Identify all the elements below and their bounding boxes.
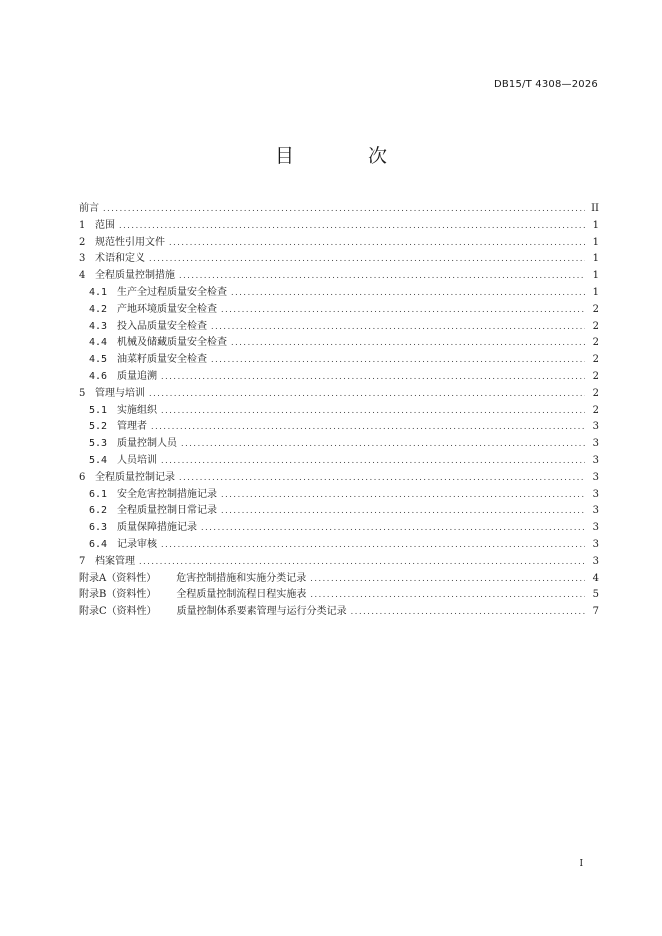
dot-leader	[103, 201, 585, 218]
toc-entry-label: 规范性引用文件	[95, 236, 165, 248]
toc-entry-page: 1	[592, 286, 599, 298]
toc-entry[interactable]	[79, 503, 599, 520]
toc-entry-label: 前言	[79, 203, 99, 214]
toc-entry[interactable]	[79, 268, 599, 285]
toc-entry-number: 附录C（资料性）	[79, 606, 157, 618]
toc-entry[interactable]	[79, 201, 599, 218]
toc-entry-label: 产地环境质量安全检查	[117, 303, 217, 315]
toc-entry-label: 安全危害控制措施记录	[117, 488, 217, 500]
toc-entry-number: 6.1	[89, 488, 108, 500]
toc-entry[interactable]	[79, 235, 599, 252]
dot-leader	[221, 302, 585, 319]
toc-entry-number: 5.4	[89, 454, 108, 466]
dot-leader	[221, 487, 585, 504]
toc-entry-label: 全程质量控制记录	[95, 471, 175, 483]
toc-entry-number: 3	[79, 253, 86, 265]
dot-leader	[151, 419, 585, 436]
toc-entry-number: 4.4	[89, 337, 108, 349]
toc-entry[interactable]	[79, 604, 599, 621]
toc-entry-label: 全程质量控制流程日程实施表	[176, 589, 307, 601]
dot-leader	[119, 218, 585, 235]
dot-leader	[149, 386, 585, 403]
toc-entry-page: 1	[592, 236, 599, 248]
toc-entry[interactable]	[79, 386, 599, 403]
toc-entry[interactable]	[79, 520, 599, 537]
toc-entry-page: 3	[592, 488, 599, 500]
toc-entry-number: 6	[79, 471, 86, 483]
dot-leader	[231, 335, 585, 352]
toc-entry[interactable]	[79, 453, 599, 470]
dot-leader	[161, 537, 585, 554]
toc-entry-label: 质量保障措施记录	[117, 522, 197, 534]
toc-entry-number: 6.2	[89, 505, 108, 517]
toc-entry-label: 记录审核	[117, 538, 157, 550]
toc-entry[interactable]	[79, 369, 599, 386]
dot-leader	[231, 285, 585, 302]
toc-entry-label: 管理者	[117, 421, 147, 433]
toc-entry-label: 全程质量控制措施	[95, 270, 175, 282]
dot-leader	[139, 554, 585, 571]
toc-entry-number: 1	[79, 219, 86, 231]
toc-entry[interactable]	[79, 403, 599, 420]
table-of-contents	[79, 201, 599, 621]
toc-entry-number: 5.2	[89, 421, 108, 433]
toc-entry-number: 4.6	[89, 370, 108, 382]
dot-leader	[149, 251, 585, 268]
toc-entry-label: 管理与培训	[95, 387, 145, 399]
dot-leader	[179, 470, 585, 487]
dot-leader	[211, 319, 585, 336]
toc-entry-label: 质量控制人员	[117, 438, 177, 450]
dot-leader	[179, 268, 585, 285]
toc-entry-page: 3	[592, 438, 599, 450]
toc-entry-page: 4	[592, 572, 599, 584]
toc-entry[interactable]	[79, 352, 599, 369]
toc-entry-page: 1	[592, 270, 599, 282]
toc-entry-page: 5	[592, 589, 599, 601]
toc-entry[interactable]	[79, 335, 599, 352]
toc-entry-page: 2	[592, 303, 599, 315]
toc-entry-page: 2	[592, 370, 599, 382]
toc-entry[interactable]	[79, 419, 599, 436]
toc-entry-number: 4.5	[89, 354, 108, 366]
toc-entry[interactable]	[79, 319, 599, 336]
dot-leader	[161, 369, 585, 386]
toc-entry-label: 术语和定义	[95, 253, 145, 265]
dot-leader	[310, 587, 585, 604]
toc-entry-page: 7	[592, 606, 599, 618]
toc-entry-page: 2	[592, 320, 599, 332]
toc-entry-number: 5.3	[89, 438, 108, 450]
toc-entry-page: 2	[592, 387, 599, 399]
toc-entry-page: II	[591, 203, 599, 214]
toc-entry-number: 6.3	[89, 522, 108, 534]
page-title: 目 次	[274, 145, 422, 167]
toc-entry-page: 3	[592, 471, 599, 483]
toc-entry-page: 3	[592, 522, 599, 534]
toc-entry[interactable]	[79, 251, 599, 268]
toc-entry-page: 3	[592, 538, 599, 550]
standard-code: DB15/T 4308—2026	[493, 79, 598, 90]
toc-entry-number: 2	[79, 236, 86, 248]
toc-entry[interactable]	[79, 436, 599, 453]
toc-entry-number: 4.1	[89, 286, 108, 298]
toc-entry-page: 1	[592, 253, 599, 265]
toc-entry-number: 4	[79, 270, 86, 282]
toc-entry[interactable]	[79, 537, 599, 554]
toc-entry-page: 2	[592, 354, 599, 366]
toc-entry-number: 4.3	[89, 320, 108, 332]
dot-leader	[161, 403, 585, 420]
toc-entry-page: 3	[592, 555, 599, 567]
dot-leader	[351, 604, 585, 621]
toc-entry-label: 范围	[95, 219, 115, 231]
toc-entry[interactable]	[79, 470, 599, 487]
toc-entry-label: 人员培训	[117, 454, 157, 466]
toc-entry-label: 机械及储藏质量安全检查	[117, 337, 227, 349]
toc-entry-label: 生产全过程质量安全检查	[117, 286, 227, 298]
dot-leader	[161, 453, 585, 470]
toc-entry[interactable]	[79, 285, 599, 302]
toc-entry-label: 危害控制措施和实施分类记录	[176, 572, 307, 584]
toc-entry-number: 5	[79, 387, 86, 399]
dot-leader	[221, 503, 585, 520]
toc-entry-page: 2	[592, 404, 599, 416]
toc-entry-label: 档案管理	[95, 555, 135, 567]
toc-entry[interactable]	[79, 302, 599, 319]
toc-entry[interactable]	[79, 554, 599, 571]
dot-leader	[310, 571, 585, 588]
toc-entry-label: 质量追溯	[117, 370, 157, 382]
toc-entry-page: 3	[592, 505, 599, 517]
toc-entry-number: 6.4	[89, 538, 108, 550]
toc-entry-number: 附录A（资料性）	[79, 572, 157, 584]
toc-entry-number: 7	[79, 555, 86, 567]
dot-leader	[211, 352, 585, 369]
toc-entry-number: 附录B（资料性）	[79, 589, 157, 601]
toc-entry[interactable]	[79, 571, 599, 588]
toc-entry-label: 投入品质量安全检查	[117, 320, 207, 332]
toc-entry-label: 质量控制体系要素管理与运行分类记录	[176, 606, 347, 618]
toc-entry-number: 5.1	[89, 404, 108, 416]
toc-entry[interactable]	[79, 487, 599, 504]
toc-entry-page: 3	[592, 421, 599, 433]
toc-entry-page: 1	[592, 219, 599, 231]
toc-entry[interactable]	[79, 587, 599, 604]
toc-entry[interactable]	[79, 218, 599, 235]
toc-entry-label: 全程质量控制日常记录	[117, 505, 217, 517]
dot-leader	[201, 520, 585, 537]
toc-entry-number: 4.2	[89, 303, 108, 315]
toc-entry-page: 2	[592, 337, 599, 349]
page-number: I	[579, 859, 583, 869]
dot-leader	[169, 235, 585, 252]
dot-leader	[181, 436, 585, 453]
toc-entry-page: 3	[592, 454, 599, 466]
toc-entry-label: 实施组织	[117, 404, 157, 416]
toc-entry-label: 油菜籽质量安全检查	[117, 354, 207, 366]
